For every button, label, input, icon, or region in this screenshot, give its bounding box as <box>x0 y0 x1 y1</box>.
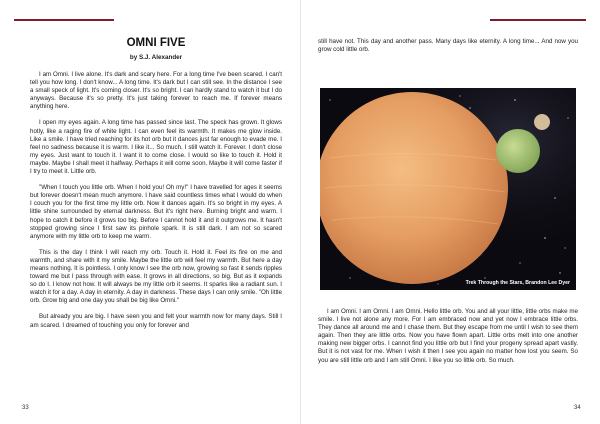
page-number-left: 33 <box>22 405 29 411</box>
planet-illustration <box>320 88 576 290</box>
right-page-bottom-text <box>318 308 578 373</box>
right-page-top-text <box>318 38 578 62</box>
artwork-image <box>320 88 576 290</box>
paragraph: This is the day I think I will reach my orb. Touch it. Hold it. Feel its fire on me and warmth, and share with it my smile. Maybe the little orb will feel my warmth. But here a day means nothing. It is pointless. I only know I see the orb now, growing so fast it sends ripples toward me but I pass through with ease. It grows in all directions, so big. But as it expands so do I. I know not how. It will always be my little orb it seems. It sparks like a radiant sun. I watch it for a day. A day in eternity. A day in darkness. These days I can only smile. "Oh little orb. Grow big and one day you shall be big like Omni." <box>30 248 282 305</box>
left-page-column <box>30 36 282 338</box>
paragraph: I am Omni. I live alone. It's dark and scary here. For a long time I've been scared. I can't tell you how long. I don't know... A long time. It's dark but I can still see. In the distance I see a small speck of light. It's coming closer. It's so bright. I can hardly stand to watch it but I do anyways. Because it's so pretty. It's just taking forever to reach me. If forever means anything here. <box>30 71 282 111</box>
header-rule-right <box>490 19 586 21</box>
story-author: by S.J. Alexander <box>129 54 183 61</box>
header-rule-left <box>14 19 114 21</box>
paragraph: But already you are big. I have seen you and felt your warmth now for many days. Still I am scared. I dreamed of touching you only for forever and <box>30 313 282 329</box>
page-number-right: 34 <box>574 405 581 411</box>
page-gutter <box>300 0 301 424</box>
story-title: OMNI FIVE <box>126 37 186 49</box>
artwork-caption: Trek Through the Stars, Brandon Lee Dyer <box>465 280 570 286</box>
paragraph: I am Omni. I am Omni. I am Omni. Hello little orb. You and all your little, little orbs make me smile. I live not alone any more. For I am embraced now and yet now I embrace little orbs. They dance all around me and I chase them. But they escape from me until I wish to see them again. Then they are little orbs. Now you have flown apart. Little orbs melt into one another making new bigger orbs. I cannot find you little orb but I find your progeny spread apart vastly. But it is not vast for me. When I wish it then I see you again no matter how lost you seem. So you are still little orb and I am still Omni. I like you so little orb. So much. <box>318 308 578 364</box>
paragraph: "When I touch you little orb. When I hold you! Oh my!" I have travelled for ages it seems but forever doesn't mean much anymore. I have said countless times what I would do when I couch you for the first time my little orb. Now it dances again. It's so bright in my eyes. A little shine surrounded by eternal darkness. But it's right here. Burning bright and warm. I hope to catch it before it grows too big. Before I cannot hold it and it outgrows me. It hasn't stopped growing since I first saw its pinhole spark. It is still dark. I am not so scared anymore with my little orb to keep me warm. <box>30 184 282 240</box>
paragraph-continued: still have not. This day and another pass. Many days like eternity. A long time... And now you grow cold little orb. <box>318 38 578 54</box>
paragraph: I open my eyes again. A long time has passed since last. The speck has grown. It glows hotly, like a raging fire of white light. I can even feel its warmth. It makes me glow inside. Like a smile. I have tried reaching for its hot orb but it dances just far enough to evade me. I feel no sadness because it is warm. I like it... So much. I still watch it. Forever. I don't close my eyes. Just want to touch it. I want it to come close. I would so like to touch it. Hold it maybe. Maybe I shall meet it halfway. Perhaps it will come soon. Maybe it will come faster if I try to meet it. Little orb. <box>30 119 282 176</box>
